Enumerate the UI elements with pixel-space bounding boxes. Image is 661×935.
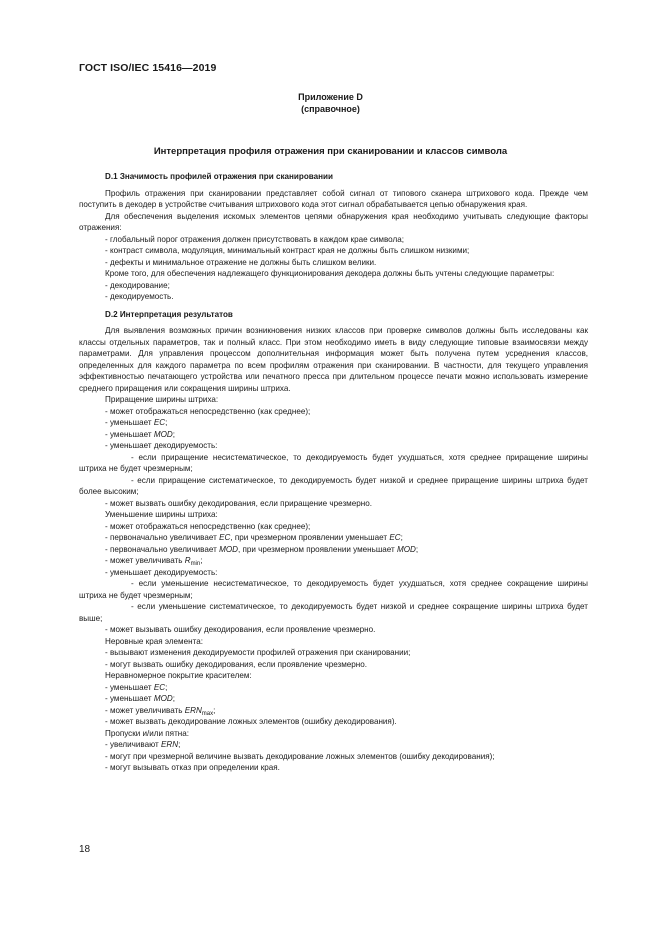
text: ; (178, 740, 181, 749)
sub-list-item: - если уменьшение несистематическое, то декодируемость будет ухудшаться, хотя среднее сокращение ширины штриха не будет чрезмерным; (79, 579, 588, 600)
sub-list-item: - если уменьшение систематическое, то декодируемость будет низкой и среднее сокращение ширины штриха будет выше; (79, 602, 588, 623)
sub-list-item: - если приращение систематическое, то декодируемость будет низкой и среднее приращение ширины штриха будет более высоким; (79, 475, 588, 496)
paragraph: Для выявления возможных причин возникновения низких классов при проверке символов должны быть исследованы как классы отдельных параметров, так и полный класс. При этом необходимо иметь в виду следующие типовые взаимосвязи между параметрами. Для управления процессом дополнительная информация может быть получена путем усреднения классов, определенных для каждого параметра по всем профилям отражения при сканировании. В частности, для текущего управления эффективностью печатающего устройства или печатного пресса при длительном процессе печати можно использовать измерение среднего приращения или сокращения ширины штриха. (79, 326, 588, 393)
list-item: - может вызвать декодирование ложных элементов (ошибку декодирования). (105, 717, 397, 726)
list-item: - может отображаться непосредственно (как среднее); (105, 406, 311, 416)
term: ERN (160, 740, 179, 749)
list-item (79, 682, 588, 694)
subscript: min (190, 561, 201, 567)
list-title: Неровные края элемента: (105, 636, 203, 646)
list-item: - может вызывать ошибку декодирования, если проявление чрезмерно. (105, 625, 376, 634)
term: EC (153, 682, 166, 692)
list-item (79, 739, 588, 751)
list-item: - могут вызвать ошибку декодирования, если проявление чрезмерно. (105, 659, 368, 669)
document-header: ГОСТ ISO/IEC 15416—2019 (79, 62, 217, 74)
list-title: Неравномерное покрытие красителем: (105, 671, 252, 680)
term: MOD (397, 544, 416, 554)
list-item (79, 532, 588, 544)
section-d1-heading: D.1 Значимость профилей отражения при сканировании (105, 172, 333, 181)
list-item: - может отображаться непосредственно (как среднее); (105, 521, 311, 531)
text: ; (400, 533, 403, 542)
list-title: Уменьшение ширины штриха: (105, 510, 218, 519)
term: ERN (184, 705, 202, 715)
list-item (79, 544, 588, 556)
list-item: - может вызвать ошибку декодирования, если приращение чрезмерно. (105, 498, 372, 508)
text: ; (415, 544, 419, 554)
list-item (79, 705, 588, 717)
term: MOD (153, 429, 173, 439)
term: EC (389, 533, 401, 542)
term: MOD (153, 694, 173, 703)
list-item: - могут при чрезмерной величине вызвать декодирование ложных элементов (ошибку декодирования); (105, 751, 495, 761)
text: ; (172, 694, 175, 703)
text: - может увеличивать (105, 556, 185, 565)
term: R (184, 556, 191, 565)
paragraph: Для обеспечения выделения искомых элементов цепями обнаружения края необходимо учитывать следующие факторы отражения: (79, 211, 588, 232)
text: , при чрезмерном проявлении уменьшает (230, 533, 390, 542)
text: - увеличивают (105, 740, 161, 749)
list-item: - уменьшает декодируемость: (105, 567, 218, 577)
list-item: - декодирование; (105, 280, 170, 290)
list-item (79, 555, 588, 567)
text: ; (165, 682, 168, 692)
section-d2-heading: D.2 Интерпретация результатов (105, 309, 233, 319)
list-item: - дефекты и минимальное отражение не должны быть слишком велики. (105, 257, 377, 267)
list-title: Приращение ширины штриха: (105, 395, 219, 404)
text: , при чрезмерном проявлении уменьшает (237, 544, 397, 554)
text: - может увеличивать (105, 705, 185, 715)
list-item (79, 429, 588, 441)
list-item: - могут вызывать отказ при определении края. (105, 763, 280, 772)
text: ; (172, 429, 175, 439)
list-item: - уменьшает декодируемость: (105, 441, 218, 450)
sub-list-item: - если приращение несистематическое, то декодируемость будет ухудшаться, хотя среднее приращение ширины штриха не будет чрезмерным; (79, 452, 588, 473)
document-body (79, 171, 588, 774)
page-number: 18 (79, 844, 91, 855)
text: - уменьшает (105, 429, 154, 439)
text: ; (200, 556, 203, 565)
list-item: - глобальный порог отражения должен присутствовать в каждом крае символа; (105, 234, 404, 244)
list-item: - декодируемость. (105, 292, 174, 301)
text: - первоначально увеличивает (105, 533, 220, 542)
list-title: Пропуски и/или пятна: (105, 728, 189, 738)
annex-kind: (справочное) (301, 104, 360, 114)
text: - уменьшает (105, 418, 154, 427)
term: EC (153, 418, 166, 427)
list-item: - вызывают изменения декодируемости профилей отражения при сканировании; (105, 648, 411, 657)
paragraph: Кроме того, для обеспечения надлежащего функционирования декодера должны быть учтены следующие параметры: (105, 269, 555, 278)
list-item (79, 693, 588, 705)
text: - первоначально увеличивает (105, 544, 220, 554)
list-item: - контраст символа, модуляция, минимальный контраст края не должны быть слишком низкими; (105, 246, 470, 255)
text: ; (165, 418, 168, 427)
paragraph: Профиль отражения при сканировании представляет собой сигнал от типового сканера штрихового кода. Прежде чем поступить в декодер в устройстве считывания штрихового кода этот сигнал обрабатывается цепью обнаружения края. (79, 188, 588, 209)
term: MOD (219, 544, 238, 554)
text: - уменьшает (105, 694, 154, 703)
list-item (79, 417, 588, 429)
annex-label-block (0, 91, 661, 115)
annex-label: Приложение D (298, 92, 363, 102)
term: EC (219, 533, 231, 542)
text: - уменьшает (105, 682, 154, 692)
text: ; (213, 705, 216, 715)
annex-title: Интерпретация профиля отражения при сканировании и классов символа (153, 146, 508, 157)
subscript: max (201, 710, 214, 717)
